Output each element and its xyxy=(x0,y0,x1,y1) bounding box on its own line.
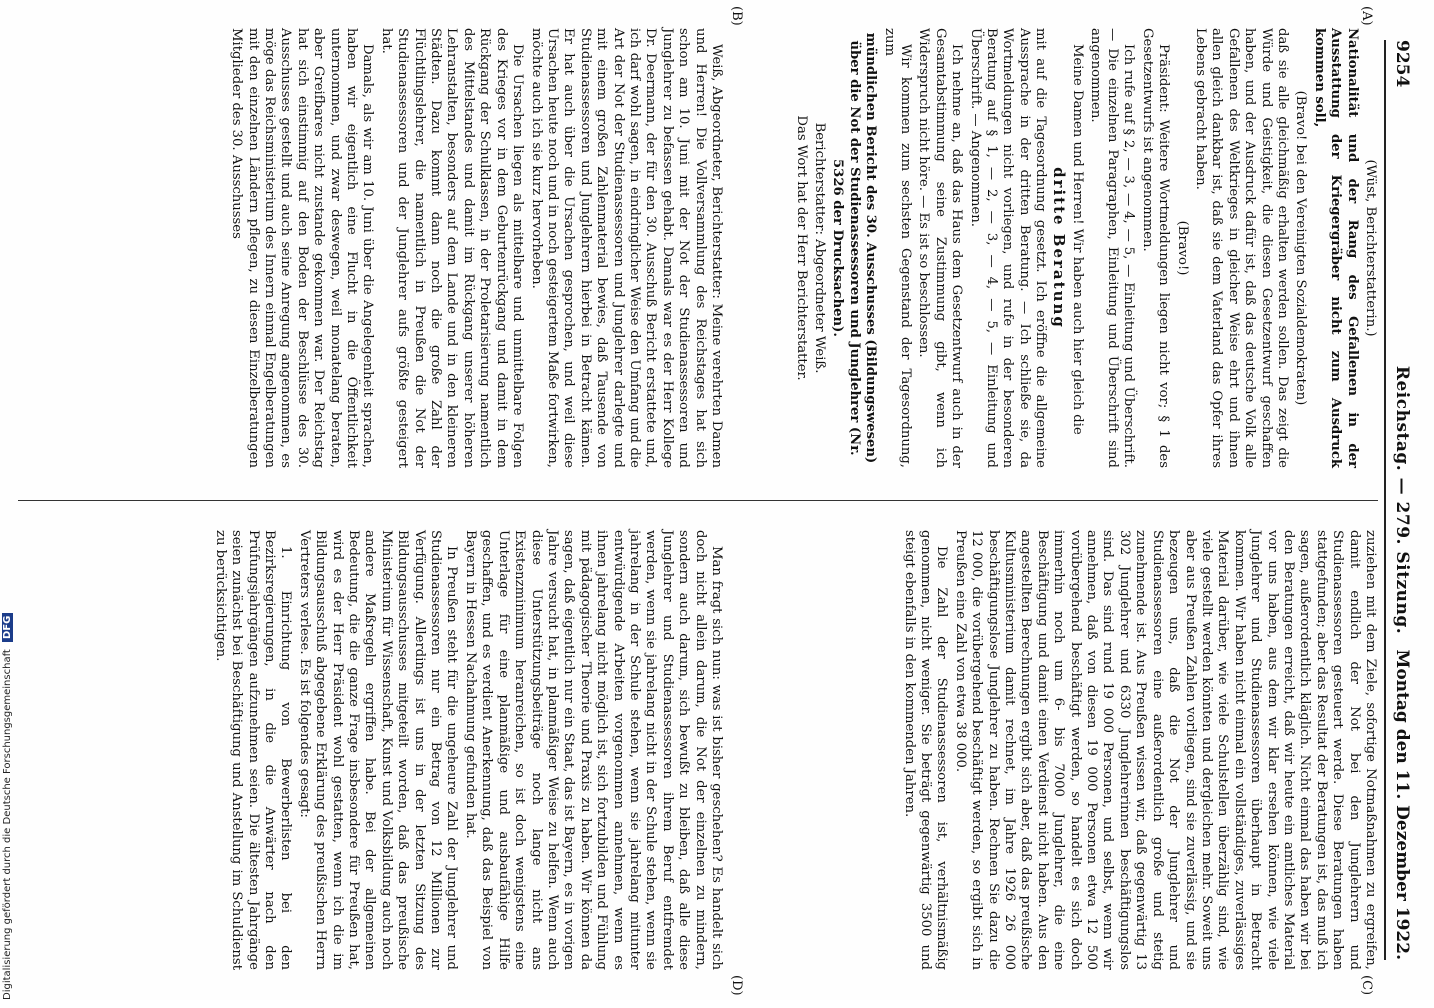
right-column-lower xyxy=(209,530,724,970)
paragraph: Ich rufe auf § 2, — 3, — 4, — 5, — Einleitung und Überschrift. — Die einzelnen Paragraphen, Einleitung und Überschrift sind angenommen. xyxy=(1088,28,1137,468)
paragraph: Präsident: Weitere Wortmeldungen liegen nicht vor; § 1 des Gesetzentwurfs ist angenommen. xyxy=(1139,28,1172,468)
paragraph: Wir kommen zum sechsten Gegenstand der Tagesordnung, zum xyxy=(881,28,914,468)
paragraph: In Preußen steht für die ungeheure Zahl der Junglehrer und Studienassessoren nur ein Betrag von 12 Millionen zur Verfügung. Allerdings ist uns in der letzten Sitzung des Bildungsausschusses mitgeteilt worden, daß das preußische Ministerium für Wissenschaft, Kunst und Volksbildung auch noch andere Maßregeln ergriffen habe. Bei der allgemeinen Bedeutung, die die ganze Frage insbesondere für Preußen hat, wird es der Herr Präsident wohl gestatten, wenn ich die im Bildungsausschuß abgegebene Erklärung des preußischen Herrn Vertreters verlese. Es ist folgendes gesagt: xyxy=(296,530,460,970)
paragraph: Das Wort hat der Herr Berichterstatter. xyxy=(793,115,809,381)
page-number: 9254 xyxy=(1392,40,1412,88)
column-divider xyxy=(18,500,1378,501)
digitization-footer xyxy=(2,0,22,1008)
dfg-logo: DFG xyxy=(2,613,13,642)
section-heading: dritte Beratung xyxy=(1049,167,1068,329)
paragraph: Ich nehme an, daß das Haus dem Gesetzentwurf auch in der Gesamtabstimmung seine Zustimmung gibt, wenn ich Widerspruch nicht höre. — Es ist so beschlossen. xyxy=(916,28,965,468)
paragraph: (Wüst, Berichterstatterin.) xyxy=(1363,159,1378,337)
left-column-lower xyxy=(226,28,724,468)
session-date: Montag den 11. Dezember 1922. xyxy=(1392,649,1412,960)
paragraph: daß sie alle gleichmäßig erhalten werden sollen. Das zeigt die Würde und Geistigkeit, die diesen Gesetzentwurf geschaffen haben, und der Ausdruck dafür ist, daß das deutsche Volk alle Gefallenen des Weltkrieges in gleicher Weise ehrt und ihnen allen gleich dankbar ist, daß sie dem Vaterland das Opfer ihres Lebens gebracht haben. xyxy=(1192,28,1290,468)
paragraph: Damals, als wir am 10. Juni über die Angelegenheit sprachen, haben wir eigentlich eine Flucht in die Öffentlichkeit unternommen, und zwar deswegen, weil monatelang beraten, aber Greifbares nicht zustande gekommen war. Der Reichstag hat sich einstimmig auf den Boden der Beschlüsse des 30. Ausschusses gestellt und auch seine Anregung angenommen, es möge das Reichsministerium des Innern einmal Engelberatungen mit den einzelnen Ländern pflegen, zu diesen Einzelberatungen Mitglieder des 30. Ausschusses xyxy=(229,28,376,468)
margin-mark-b: (B) xyxy=(729,6,744,26)
paragraph: Die Zahl der Studienassessoren ist, verhältnismäßig genommen, nicht weniger. Sie beträgt gegenwärtig 3500 und steigt ebenfalls in den kommenden Jahren. xyxy=(901,530,950,970)
paragraph: zuziehen mit dem Ziele, sofortige Notmaßnahmen zu ergreifen, damit endlich der Not bei den Junglehrern und Studienassessoren gesteuert werde. Diese Beratungen haben stattgefunden; aber das Resultat der Beratungen ist, das muß ich sagen, außerordentlich kläglich. Nicht einmal das haben wir bei den Beratungen erreicht, daß wir heute ein amtliches Material vor uns haben, aus dem wir klar ersehen können, wie viele Junglehrer und Studienassessoren überhaupt in Betracht kommen. Wir haben nicht einmal ein vollständiges, zuverlässiges Material darüber, wie viele Schulstellen überzählig sind, wie viele gestellt werden könnten und dergleichen mehr. Soweit uns aber aus Preußen Zahlen vorliegen, sind sie zuverlässig, und sie bezeugen uns, daß die Not der Junglehrer und Studienassessoren eine außerordentlich große und stetig zunehmende ist. Aus Preußen wissen wir, daß gegenwärtig 13 302 Junglehrer und 6330 Junglehrerinnen beschäftigungslos sind. Das sind rund 19 000 Personen, und selbst, wenn wir annehmen, daß von diesen 19 000 Personen etwa 12 500 vorübergehend beschäftigt werden, so handelt es sich doch immerhin noch um 6- bis 7000 Junglehrer, die eine Beschäftigung und damit einen Verdienst nicht haben. Aus den angestellten Berechnungen ergibt sich aber, daß das preußische Kultusministerium damit rechnet, im Jahre 1926 26 000 beschäftigungslose Junglehrer zu haben. Rechnen Sie dazu die 12 000, die vorübergehend beschäftigt werden, so ergibt sich in Preußen eine Zahl von etwa 38 000. xyxy=(952,530,1378,970)
margin-mark-a: (A) xyxy=(1359,6,1374,26)
paragraph: Meine Damen und Herren! Wir haben auch hier gleich die xyxy=(1070,44,1086,435)
paragraph: mit auf die Tagesordnung gesetzt. Ich eröffne die allgemeine Aussprache in der dritten Beratung. — Ich schließe sie, da Wortmeldungen nicht vorliegen, und rufe in der besonderen Beratung auf § 1, — 2, — 3, — 4, — 5, — Einleitung und Überschrift. — Angenommen. xyxy=(967,28,1049,468)
paragraph: Weiß, Abgeordneter, Berichterstatter: Meine verehrten Damen und Herren! Die Vollversammlung des Reichstages hat sich schon am 10. Juni mit der Not der Studienassessoren und Junglehrer zu befassen gehabt. Damals war es der Herr Kollege Dr. Deermann, der für den 30. Ausschuß Bericht erstattete und, ich darf wohl sagen, in eindringlicher Weise den Umfang und die Art der Not der Studienassessoren und Junglehrer darlegte und mit einem großen Zahlenmaterial bewies, daß Tausende von Studienassessoren und Junglehrern hierbei in Betracht kämen. Er hat auch über die Ursachen gesprochen, und weil diese Ursachen heute noch und in noch gesteigertem Maße fortwirken, möchte auch ich sie kurz hervorheben. xyxy=(528,28,724,468)
paragraph: Berichterstatter: Abgeordneter Weiß. xyxy=(812,122,827,374)
section-heading: mündlichen Bericht des 30. Ausschusses (Bildungswesen) über die Not der Studienassessoren und Junglehrer (Nr. 5326 der Drucksachen). xyxy=(830,32,879,464)
session-title: Reichstag. — 279. Sitzung. xyxy=(1392,365,1412,635)
paragraph: Nationalität und der Rang des Gefallenen in der Ausstattung der Kriegergräber nicht zum Ausdruck kommen soll, xyxy=(1311,28,1360,468)
margin-mark-c: (C) xyxy=(1359,975,1374,996)
page-header xyxy=(1384,40,1412,960)
left-column xyxy=(738,28,1378,468)
right-column xyxy=(898,530,1378,970)
paragraph: Man fragt sich nun: was ist bisher geschehen? Es handelt sich doch nicht allein darum, die Not der einzelnen zu mindern, sondern auch darum, sich bewußt zu bleiben, daß alle diese Junglehrer und Studienassessoren ihrem Beruf entfremdet werden, wenn sie jahrelang nicht in der Schule stehen, wenn sie jahrelang in der Schule stehen, wenn sie jahrelang mitunter entwürdigende Arbeiten vorgenommen annehmen, wenn es ihnen jahrelang nicht möglich ist, sich fortzubilden und Fühlung mit pädagogischer Theorie und Praxis zu haben. Wir können da sagen, daß eigentlich nur ein Staat, das ist Bayern, es in vorigen Jahre versucht hat, in planmäßiger Weise zu helfen. Wenn auch diese Unterstützungsbeiträge noch lange nicht ans Existenzminimum heranreichen, so ist doch wenigstens eine Unterlage für eine planmäßige und ausbaufähige Hilfe geschaffen, und es verdient Anerkennung, daß das Beispiel von Bayern in Hessen Nachahmung gefunden hat. xyxy=(462,530,724,970)
paragraph: (Bravo! bei den Vereinigten Sozialdemokraten) xyxy=(1293,90,1309,406)
paragraph: (Bravo!) xyxy=(1174,220,1190,276)
paragraph: Die Ursachen liegen als mittelbare und unmittelbare Folgen des Krieges vor in dem Geburtenrückgang und damit in dem Rückgang der Schulklassen, in der Proletarisierung namentlich des Mittelstandes und damit im Rückgang unserer höheren Lehranstalten, besonders auf dem Lande und in den kleineren Städten. Dazu kommt dann noch die große Zahl der Flüchtlingslehrer, die namentlich in Preußen die Not der Studienassessoren und der Junglehrer aufs größte gesteigert hat. xyxy=(378,28,526,468)
footer-text: Digitalisierung gefördert durch die Deutsche Forschungsgemeinschaft xyxy=(2,649,13,1000)
paragraph: 1. Einrichtung von Bewerberlisten bei den Bezirksregierungen, in die die Anwärter nach den Prüfungsjahrgängen aufzunehmen seien. Die ältesten Jahrgänge seien zunächst bei Beschäftigung und Anstellung im Schuldienst zu berücksichtigen. xyxy=(212,530,294,970)
margin-mark-d: (D) xyxy=(729,975,744,996)
